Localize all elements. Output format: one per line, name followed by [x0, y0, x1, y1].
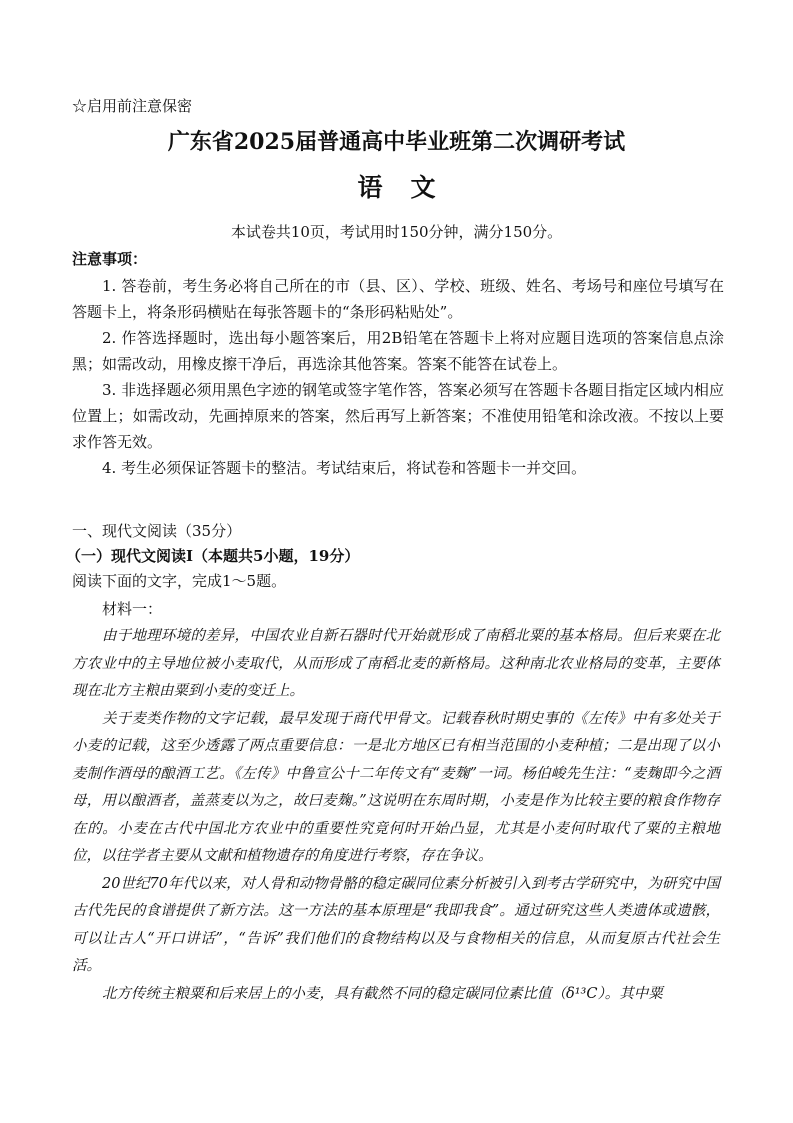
note-item-3: 3. 非选择题必须用黑色字迹的钢笔或签字笔作答，答案必须写在答题卡各题目指定区域内相应位置上；如需改动，先画掉原来的答案，然后再写上新答案；不准使用铅笔和涂改液。不按以上要求作答无效。: [72, 381, 724, 451]
passage-paragraph: 关于麦类作物的文字记载，最早发现于商代甲骨文。记载春秋时期史事的《左传》中有多处关于小麦的记载，这至少透露了两点重要信息：一是北方地区已有相当范围的小麦种植；二是出现了以小麦制作酒母的酿酒工艺。《左传》中鲁宣公十二年传文有“麦麹”一词。杨伯峻先生注：“麦麹即今之酒母，用以酿酒者，盖蒸麦以为之，故曰麦麹。”这说明在东周时期，小麦是作为比较主要的粮食作物存在的。小麦在古代中国北方农业中的重要性究竟何时开始凸显，尤其是小麦何时取代了粟的主粮地位，以往学者主要从文献和植物遗存的角度进行考察，存在争议。: [72, 710, 720, 864]
reading-instruction: 阅读下面的文字，完成1～5题。: [72, 572, 287, 590]
subsection-heading: （一）现代文阅读Ⅰ（本题共5小题，19分）: [66, 547, 360, 565]
note-item-1: 1. 答卷前，考生务必将自己所在的市（县、区）、学校、班级、姓名、考场号和座位号填写在答题卡上，将条形码横贴在每张答题卡的“条形码粘贴处”。: [72, 277, 724, 321]
note-item-4: 4. 考生必须保证答题卡的整洁。考试结束后，将试卷和答题卡一并交回。: [102, 459, 587, 477]
exam-info: 本试卷共10页，考试用时150分钟，满分150分。: [230, 223, 563, 241]
exam-title: 广东省2025届普通高中毕业班第二次调研考试: [167, 129, 626, 155]
passage-paragraph: 由于地理环境的差异，中国农业自新石器时代开始就形成了南稻北粟的基本格局。但后来粟在北方农业中的主导地位被小麦取代，从而形成了南稻北麦的新格局。这种南北农业格局的变革，主要体现在北方主粮由粟到小麦的变迁上。: [72, 628, 720, 699]
section-heading: 一、现代文阅读（35分）: [72, 522, 242, 540]
subject-title: 语文: [357, 173, 464, 202]
reading-passage: [72, 623, 720, 1008]
passage-paragraph: 20世纪70年代以来，对人骨和动物骨骼的稳定碳同位素分析被引入到考古学研究中，为研究中国古代先民的食谱提供了新方法。这一方法的基本原理是“我即我食”。通过研究这些人类遗体或遗骸，可以让古人“开口讲话”，“告诉”我们他们的食物结构以及与食物相关的信息，从而复原古代社会生活。: [72, 875, 720, 974]
confidential-notice: ☆启用前注意保密: [72, 97, 193, 115]
material-label: 材料一：: [102, 600, 163, 618]
notes-heading: 注意事项：: [72, 250, 148, 268]
passage-paragraph: 北方传统主粮粟和后来居上的小麦，具有截然不同的稳定碳同位素比值（δ¹³C）。其中粟: [102, 985, 663, 1002]
notes-list: [72, 273, 724, 481]
note-item-2: 2. 作答选择题时，选出每小题答案后，用2B铅笔在答题卡上将对应题目选项的答案信息点涂黑；如需改动，用橡皮擦干净后，再选涂其他答案。答案不能答在试卷上。: [72, 329, 724, 373]
